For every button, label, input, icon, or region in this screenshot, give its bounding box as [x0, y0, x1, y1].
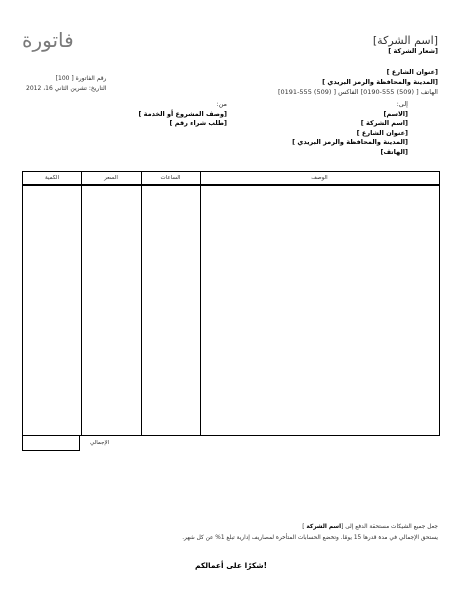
for-label: من:	[216, 100, 227, 108]
header-amount: الكمية	[44, 175, 60, 181]
po-number: [طلب شراء رقم ]	[169, 119, 227, 127]
invoice-meta	[26, 74, 106, 94]
total-label: الإجمالي	[90, 440, 110, 446]
total-value-box	[22, 436, 80, 451]
project-description: [وصف المشروع أو الخدمة ]	[138, 109, 227, 118]
company-phone-fax: الهاتف [ (509) 555-0190] الفاكس [ (509) 555-0191]	[277, 88, 438, 96]
payment-terms: يستحق الإجمالي في مدة قدرها 15 يومًا. وتخضع الحسابات المتأخرة لمصاريف إدارية تبلغ 1% عن كل شهر.	[182, 535, 438, 541]
bill-to-company: [اسم الشركة ]	[360, 119, 408, 127]
column-divider	[81, 172, 82, 435]
payment-prefix: جعل جميع الشيكات مستحقة الدفع إلى [	[341, 524, 438, 530]
company-street: [عنوان الشارع ]	[386, 68, 438, 76]
bill-to-block	[292, 100, 408, 157]
column-divider	[141, 172, 142, 435]
company-name: [اسم الشركة]	[372, 34, 438, 47]
company-slogan: [شعار الشركة ]	[388, 47, 438, 55]
invoice-date: التاريخ: تشرين الثاني 16، 2012	[26, 85, 107, 92]
invoice-table	[22, 171, 440, 436]
bill-to-phone: [الهاتف]	[380, 147, 408, 156]
bill-to-name: [الاسم]	[383, 109, 408, 118]
payment-company: اسم الشركة	[306, 524, 342, 530]
thank-you-message: شكرًا على أعمالكم!	[195, 561, 267, 570]
invoice-title: فاتورة	[22, 28, 74, 52]
header-hours: الساعات	[160, 175, 181, 181]
payment-suffix: ]	[302, 524, 307, 530]
bill-to-label: إلى:	[396, 100, 408, 108]
bill-to-city: [المدينة والمحافظة والرمز البريدي ]	[292, 138, 408, 146]
invoice-number: رقم الفاتورة [ 100]	[55, 75, 107, 82]
header-description: الوصف	[311, 175, 328, 181]
bill-to-street: [عنوان الشارع ]	[356, 128, 408, 137]
header-rate: السعر	[104, 175, 118, 181]
company-city: [المدينة والمحافظة والرمز البريدي ]	[322, 78, 438, 86]
company-address	[278, 67, 438, 97]
column-divider	[200, 172, 201, 435]
for-block	[138, 100, 227, 129]
payment-instructions	[302, 524, 438, 530]
